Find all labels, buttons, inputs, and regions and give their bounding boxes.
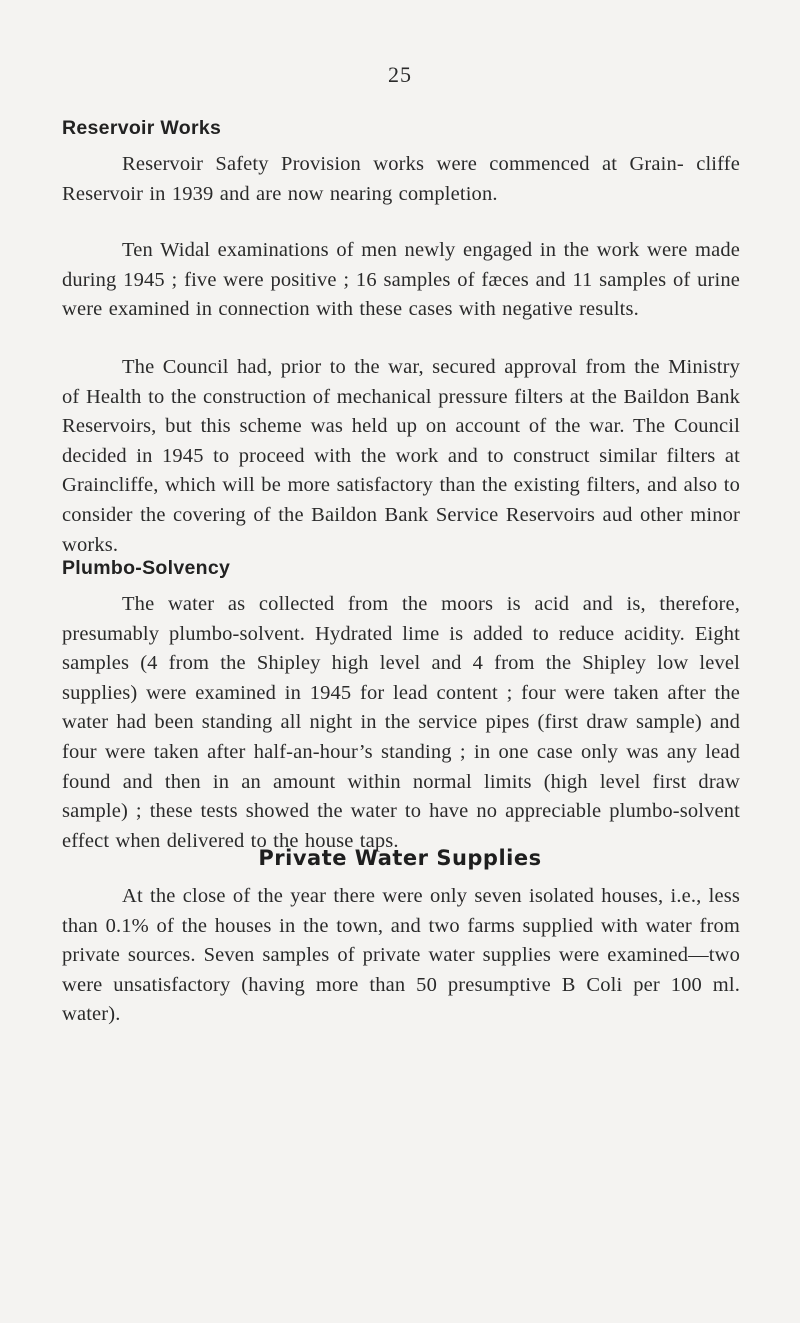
plumbo-solvency-paragraph-1: The water as collected from the moors is acid and is, therefore, presumably plumbo-solvent. Hydrated lime is added to reduce acidity. Eight samples (4 from the Shipley high level and 4 from the Shipley low level supplies) were examined in 1945 for lead content ; four were taken after the water had been standing all night in the service pipes (first draw sample) and four were taken after half-an-hour’s standing ; in one case only was any lead found and then in an amount within normal limits (high level first draw sample) ; these tests showed the water to have no appreciable plumbo-solvent effect when delivered to the house taps. <box>62 593 740 852</box>
reservoir-works-paragraph-2: Ten Widal examinations of men newly engaged in the work were made during 1945 ; five were positive ; 16 samples of fæces and 11 samples of urine were examined in connection with these cases with negative results. <box>62 239 740 321</box>
plumbo-solvency-heading: Plumbo-Solvency <box>62 557 231 579</box>
reservoir-works-paragraph-1: Reservoir Safety Provision works were commenced at Grain- cliffe Reservoir in 1939 and are now nearing completion. <box>62 153 740 205</box>
private-water-supplies-heading: Private Water Supplies <box>258 846 542 870</box>
private-water-supplies-paragraph-1: At the close of the year there were only seven isolated houses, i.e., less than 0.1% of the houses in the town, and two farms supplied with water from private sources. Seven samples of private water supplies were examined—two were unsatisfactory (having more than 50 presumptive B Coli per 100 ml. water). <box>62 885 740 1026</box>
page-number: 25 <box>388 62 412 87</box>
reservoir-works-heading: Reservoir Works <box>62 117 222 139</box>
reservoir-works-paragraph-3: The Council had, prior to the war, secured approval from the Ministry of Health to the construction of mechanical pressure filters at the Baildon Bank Reservoirs, but this scheme was held up on account of the war. The Council decided in 1945 to proceed with the work and to construct similar filters at Graincliffe, which will be more satisfactory than the existing filters, and also to consider the covering of the Baildon Bank Service Reservoirs aud other minor works. <box>62 356 740 556</box>
